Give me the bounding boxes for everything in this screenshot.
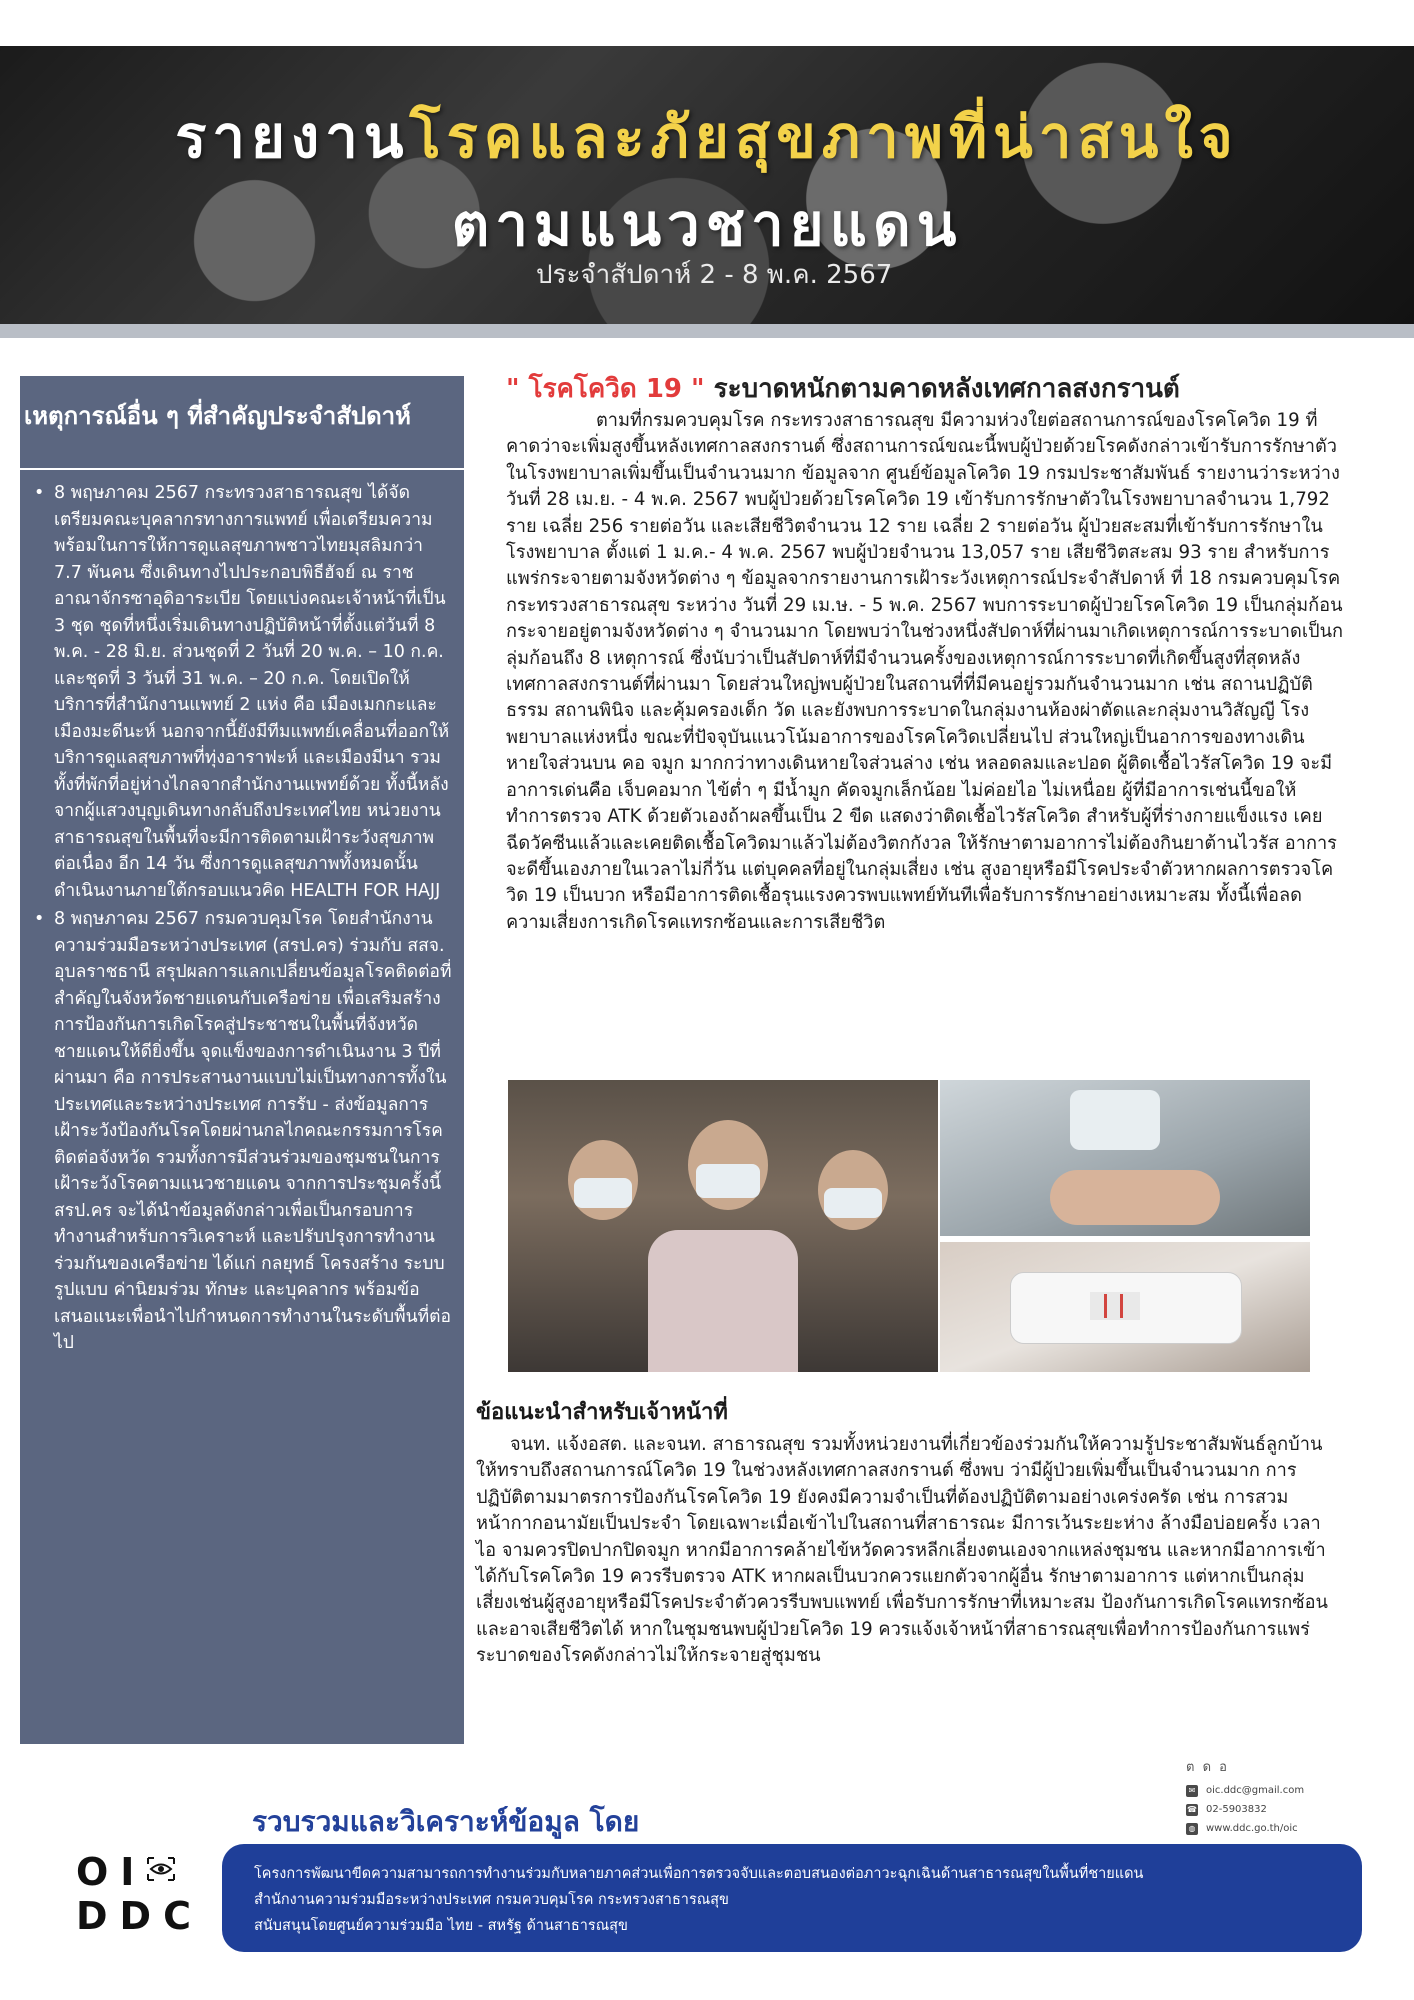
recommendations-body	[476, 1432, 1338, 1670]
report-title-line1	[0, 90, 1414, 183]
face-mask	[824, 1188, 882, 1218]
sidebar-other-events	[20, 376, 464, 1744]
report-title-line2: ตามแนวชายแดน	[451, 191, 963, 259]
sidebar-heading: เหตุการณ์อื่น ๆ ที่สำคัญประจำสัปดาห์	[24, 402, 411, 430]
headline-text: ระบาดหนักตามคาดหลังเทศกาลสงกรานต์	[704, 374, 1180, 404]
sidebar-divider	[20, 468, 464, 470]
sidebar-event-list	[34, 480, 454, 1359]
compiled-by-label: รวบรวมและวิเคราะห์ข้อมูล โดย	[252, 1805, 640, 1838]
eye-icon	[146, 1856, 176, 1882]
hand-sanitizer-photo	[940, 1080, 1310, 1236]
sanitizer-bottle	[1070, 1090, 1160, 1150]
sidebar-event-item: • 8 พฤษภาคม 2567 กรมควบคุมโรค โดยสำนักงานความร่วมมือระหว่างประเทศ (สรป.คร) ร่วมกับ สสจ. อุบลราชธานี สรุปผลการแลกเปลี่ยนข้อมูลโรคติดต่อที่สำคัญในจังหวัดชายแดนกับเครือข่าย เพื่อเสริมสร้างการป้องกันการเกิดโรคสู่ประชาชนในพื้นที่จังหวัดชายแดนให้ดียิ่งขึ้น จุดแข็งของการดำเนินงาน 3 ปีที่ผ่านมา คือ การประสานงานแบบไม่เป็นทางการทั้งในประเทศและระหว่างประเทศ การรับ - ส่งข้อมูลการเฝ้าระวังป้องกันโรคโดยผ่านกลไกคณะกรรมการโรคติดต่อจังหวัด รวมทั้งการมีส่วนร่วมของชุมชนในการเฝ้าระวังโรคตามแนวชายแดน จากการประชุมครั้งนี้ สรป.คร จะได้นำข้อมูลดังกล่าวเพื่อเป็นกรอบการทำงานสำหรับการวิเคราะห์ และปรับปรุงการทำงานร่วมกันของเครือข่าย ได้แก่ กลยุทธ์ โครงสร้าง ระบบ รูปแบบ ค่านิยมร่วม ทักษะ และบุคลากร พร้อมข้อเสนอแนะเพื่อนำไปกำหนดการทำงานในระดับพื้นที่ต่อไป	[34, 906, 454, 1357]
contact-email: oic.ddc@gmail.com	[1206, 1785, 1305, 1796]
atk-line-t	[1120, 1294, 1123, 1318]
footer-office-line: สำนักงานความร่วมมือระหว่างประเทศ กรมควบคุมโรค กระทรวงสาธารณสุข	[254, 1892, 729, 1908]
logo-line2: DDC	[76, 1894, 203, 1938]
contact-phone-row	[1186, 1800, 1366, 1819]
face-mask	[574, 1178, 632, 1208]
masked-crowd-photo	[508, 1080, 938, 1372]
phone-icon: ☎	[1187, 1804, 1197, 1814]
oi-ddc-logo	[76, 1850, 203, 1938]
logo-line1: OI	[76, 1850, 147, 1894]
footer-support-line: สนับสนุนโดยศูนย์ความร่วมมือ ไทย - สหรัฐ ด้านสาธารณสุข	[254, 1918, 628, 1934]
atk-result-window	[1090, 1292, 1140, 1320]
report-date-range: ประจำสัปดาห์ 2 - 8 พ.ค. 2567	[536, 260, 893, 290]
person-body	[648, 1230, 798, 1372]
footer-project-box	[222, 1844, 1362, 1952]
title-white-part: รายงาน	[175, 103, 410, 171]
recommendations-paragraph: จนท. แจ้งอสต. และจนท. สาธารณสุข รวมทั้งหน่วยงานที่เกี่ยวข้องร่วมกันให้ความรู้ประชาสัมพันธ์ลูกบ้านให้ทราบถึงสถานการณ์โควิด 19 ในช่วงหลังเทศกาลสงกรานต์ ซึ่งพบ ว่ามีผู้ป่วยเพิ่มขึ้นเป็นจำนวนมาก การปฏิบัติตามมาตรการป้องกันโรคโควิด 19 ยังคงมีความจำเป็นที่ต้องปฏิบัติตามอย่างเคร่งครัด เช่น การสวมหน้ากากอนามัยเป็นประจำ โดยเฉพาะเมื่อเข้าไปในสถานที่สาธารณะ มีการเว้นระยะห่าง ล้างมือบ่อยครั้ง เวลาไอ จามควรปิดปากปิดจมูก หากมีอาการคล้ายไข้หวัดควรหลีกเลี่ยงตนเองจากแหล่งชุมชน และหากมีอาการเข้าได้กับโรคโควิด 19 ควรรีบตรวจ ATK หากผลเป็นบวกควรแยกตัวจากผู้อื่น รักษาตามอาการ แต่หากเป็นกลุ่มเสี่ยงเช่นผู้สูงอายุหรือมีโรคประจำตัวควรรีบพบแพทย์ เพื่อรับการรักษาที่เหมาะสม ป้องกันการเกิดโรคแทรกซ้อนและอาจเสียชีวิตได้ หากในชุมชนพบผู้ป่วยโควิด 19 ควรแจ้งเจ้าหน้าที่สาธารณสุขเพื่อทำการป้องกันการแพร่ระบาดของโรคดังกล่าวไม่ให้กระจายสู่ชุมชน	[476, 1434, 1328, 1667]
contact-web-row	[1186, 1819, 1366, 1838]
globe-icon: ◍	[1186, 1823, 1198, 1835]
footer-project-line: โครงการพัฒนาขีดความสามารถการทำงานร่วมกับหลายภาคส่วนเพื่อการตรวจจับและตอบสนองต่อภาวะฉุกเฉินด้านสาธารณสุขในพื้นที่ชายแดน	[254, 1866, 1144, 1882]
title-yellow-part: โรคและภัยสุขภาพที่น่าสนใจ	[409, 103, 1239, 171]
atk-test-photo	[940, 1242, 1310, 1372]
open-hand	[1050, 1170, 1220, 1225]
contact-logo-text: ต ด อ	[1186, 1760, 1229, 1775]
article-body	[506, 408, 1346, 1108]
article-headline	[506, 368, 1180, 409]
recommendations-heading: ข้อแนะนำสำหรับเจ้าหน้าที่	[476, 1400, 728, 1425]
contact-email-row	[1186, 1781, 1366, 1800]
email-icon: ✉	[1186, 1785, 1198, 1797]
atk-line-c	[1104, 1294, 1107, 1318]
face-mask	[696, 1164, 760, 1198]
article-paragraph: ตามที่กรมควบคุมโรค กระทรวงสาธารณสุข มีความห่วงใยต่อสถานการณ์ของโรคโควิด 19 ที่คาดว่าจะเพิ่มสูงขึ้นหลังเทศกาลสงกรานต์ ซึ่งสถานการณ์ขณะนี้พบผู้ป่วยด้วยโรคดังกล่าวเข้ารับการรักษาตัวในโรงพยาบาลเพิ่มขึ้นเป็นจำนวนมาก ข้อมูลจาก ศูนย์ข้อมูลโควิด 19 กรมประชาสัมพันธ์ รายงานว่าระหว่างวันที่ 28 เม.ย. - 4 พ.ค. 2567 พบผู้ป่วยด้วยโรคโควิด 19 เข้ารับการรักษาตัวในโรงพยาบาลจำนวน 1,792 ราย เฉลี่ย 256 รายต่อวัน และเสียชีวิตจำนวน 12 ราย เฉลี่ย 2 รายต่อวัน ผู้ป่วยสะสมที่เข้ารับการรักษาในโรงพยาบาล ตั้งแต่ 1 ม.ค.- 4 พ.ค. 2567 พบผู้ป่วยจำนวน 13,057 ราย เสียชีวิตสะสม 93 ราย สำหรับการแพร่กระจายตามจังหวัดต่าง ๆ ข้อมูลจากรายงานการเฝ้าระวังเหตุการณ์ประจำสัปดาห์ ที่ 18 กรมควบคุมโรค กระทรวงสาธารณสุข ระหว่าง วันที่ 29 เม.ษ. - 5 พ.ค. 2567 พบการระบาดผู้ป่วยโรคโควิด 19 เป็นกลุ่มก้อนกระจายอยู่ตามจังหวัดต่าง ๆ จำนวนมาก โดยพบว่าในช่วงหนึ่งสัปดาห์ที่ผ่านมาเกิดเหตุการณ์การระบาดเป็นกลุ่มก้อนถึง 8 เหตุการณ์ ซึ่งนับว่าเป็นสัปดาห์ที่มีจำนวนครั้งของเหตุการณ์การระบาดที่เกิดขึ้นสูงที่สุดหลังเทศกาลสงกรานต์ที่ผ่านมา โดยส่วนใหญ่พบผู้ป่วยในสถานที่ที่มีคนอยู่รวมกันจำนวนมาก เช่น สถานปฏิบัติธรรม สถานพินิจ และคุ้มครองเด็ก วัด และยังพบการระบาดในกลุ่มงานห้องผ่าตัดและกลุ่มงานวิสัญญี โรงพยาบาลแห่งหนึ่ง ขณะที่ปัจจุบันแนวโน้มอาการของโรคโควิดเปลี่ยนไป ส่วนใหญ่เป็นอาการของทางเดินหายใจส่วนบน คอ จมูก มากกว่าทางเดินหายใจส่วนล่าง เช่น หลอดลมและปอด ผู้ติดเชื้อไวรัสโควิด 19 จะมีอาการเด่นคือ เจ็บคอมาก ไข้ต่ำ ๆ มีน้ำมูก คัดจมูกเล็กน้อย ไม่ค่อยไอ ไม่เหนื่อย ผู้ที่มีอาการเช่นนี้ขอให้ทำการตรวจ ATK ด้วยตัวเองถ้าผลขึ้นเป็น 2 ขีด แสดงว่าติดเชื้อไวรัสโควิด สำหรับผู้ที่ร่างกายแข็งแรง เคยฉีดวัคซีนแล้วและเคยติดเชื้อโควิดมาแล้วไม่ต้องวิตกกังวล ให้รักษาตามอาการไม่ต้องกินยาต้านไวรัส อาการจะดีขึ้นเองภายในเวลาไม่กี่วัน แต่บุคคลที่อยู่ในกลุ่มเสี่ยง เช่น สูงอายุหรือมีโรคประจำตัวหากผลการตรวจโควิด 19 เป็นบวก หรือมีอาการติดเชื้อรุนแรงควรพบแพทย์ทันทีเพื่อรับการรักษาอย่างเหมาะสม ทั้งนี้เพื่อลดความเสี่ยงการเกิดโรคแทรกซ้อนและการเสียชีวิต	[506, 410, 1344, 933]
headline-covid-label: " โรคโควิด 19 "	[506, 374, 705, 404]
contact-block	[1186, 1756, 1366, 1838]
contact-phone: 02-5903832	[1206, 1804, 1267, 1815]
contact-website: www.ddc.go.th/oic	[1206, 1823, 1298, 1834]
header-banner	[0, 46, 1414, 324]
banner-divider	[0, 324, 1414, 338]
sidebar-event-item: • 8 พฤษภาคม 2567 กระทรวงสาธารณสุข ได้จัดเตรียมคณะบุคลากรทางการแพทย์ เพื่อเตรียมความพร้อมในการให้การดูแลสุขภาพชาวไทยมุสลิมกว่า 7.7 พันคน ซึ่งเดินทางไปประกอบพิธีฮัจย์ ณ ราชอาณาจักรซาอุดิอาระเบีย โดยแบ่งคณะเจ้าหน้าที่เป็น 3 ชุด ชุดที่หนึ่งเริ่มเดินทางปฏิบัติหน้าที่ตั้งแต่วันที่ 8 พ.ค. - 28 มิ.ย. ส่วนชุดที่ 2 วันที่ 20 พ.ค. – 10 ก.ค. และชุดที่ 3 วันที่ 31 พ.ค. – 20 ก.ค. โดยเปิดให้บริการที่สำนักงานแพทย์ 2 แห่ง คือ เมืองเมกกะและเมืองมะดีนะห์ นอกจากนี้ยังมีทีมแพทย์เคลื่อนที่ออกให้บริการดูแลสุขภาพที่ทุ่งอาราฟะห์ และเมืองมีนา รวมทั้งที่พักที่อยู่ห่างไกลจากสำนักงานแพทย์ด้วย ทั้งนี้หลังจากผู้แสวงบุญเดินทางกลับถึงประเทศไทย หน่วยงานสาธารณสุขในพื้นที่จะมีการติดตามเฝ้าระวังสุขภาพต่อเนื่อง อีก 14 วัน ซึ่งการดูแลสุขภาพทั้งหมดนั้นดำเนินงานภายใต้กรอบแนวคิด HEALTH FOR HAJJ	[34, 480, 454, 904]
